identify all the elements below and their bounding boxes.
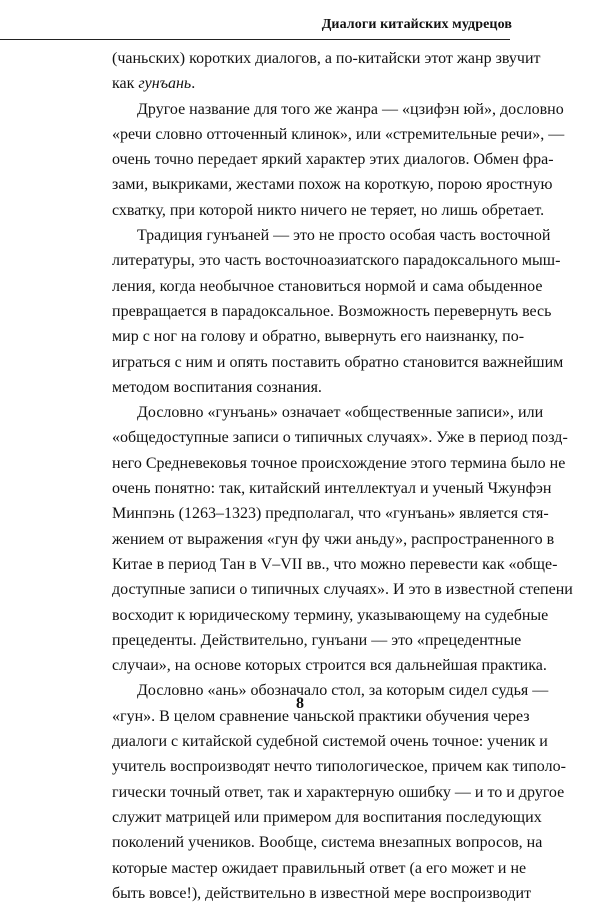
text-line: Дословно «ань» обозначало стол, за которым сидел судья — [137,682,549,700]
running-header [0,0,600,40]
paragraph-1 [112,46,541,97]
text-line: доступные записи о типичных случаях». И это в известной степени [112,581,573,599]
paragraph-3 [112,223,564,400]
text-line: поколений учеников. Вообще, система внезапных вопросов, на [112,834,543,852]
text-line: случаи», на основе которых строится вся дальнейшая практика. [112,657,547,675]
text-line: служит матрицей или примером для воспитания последующих [112,808,542,826]
text-line: «общедоступные записи о типичных случаях». Уже в период позд- [112,429,568,447]
text-line: очень понятно: так, китайский интеллектуал и ученый Чжунфэн [112,480,552,498]
paragraph-2 [112,97,565,223]
text-line: него Средневековья точное происхождение этого термина было не [112,454,566,472]
text-line: литературы, это часть восточноазиатского парадоксального мыш- [112,252,561,270]
text-line: Китае в период Тан в V–VII вв., что можно перевести как «обще- [112,555,558,573]
text-line: Другое название для того же жанра — «цзифэн юй», дословно [137,100,564,118]
text-line: Дословно «гунъань» означает «общественные записи», или [137,404,544,422]
text-line: прецеденты. Действительно, гунъани — это «прецедентные [112,631,522,649]
text-line: ления, когда необычное становиться нормой и сама обыденное [112,277,543,295]
text-line: «гун». В целом сравнение чаньской практики обучения через [112,707,530,725]
text-line: жением от выражения «гун фу чжи аньду», распространенного в [112,530,555,548]
text-line: играться с ним и опять поставить обратно становится важнейшим [112,353,564,371]
page-body [112,46,573,906]
text-line: Традиция гунъаней — это не просто особая часть восточной [137,227,551,245]
text-line: диалоги с китайской судебной системой очень точное: ученик и [112,733,548,751]
text-line: зами, выкриками, жестами похож на короткую, порою яростную [112,176,553,194]
text-line: «речи словно отточенный клинок», или «стремительные речи», — [112,125,565,143]
term-gunan: гунъань [138,75,192,93]
text-line: которые мастер ожидает правильный ответ (а его может и не [112,859,527,877]
header-rule [0,39,510,40]
text-line: методом воспитания сознания. [112,378,322,396]
text-line: превращается в парадоксальное. Возможность перевернуть весь [112,302,552,320]
text-line: очень точно передает яркий характер этих диалогов. Обмен фра- [112,151,554,169]
text-line: схватку, при которой никто ничего не теряет, но лишь обретает. [112,201,545,219]
running-header-title: Диалоги китайских мудрецов [321,17,512,32]
text-line: (чаньских) коротких диалогов, а по-китайски этот жанр звучит [112,50,541,67]
text-line: Минпэнь (1263–1323) предполагал, что «гунъань» является стя- [112,505,549,523]
text-line: как гунъань. [112,75,196,93]
text-line: быть вовсе!), действительно в известной мере воспроизводит [112,884,532,902]
page-number: 8 [296,695,304,712]
text-line: учитель воспроизводят нечто типологическое, причем как типоло- [112,758,566,776]
text-line: гически точный ответ, так и характерную ошибку — и то и другое [112,783,565,801]
paragraph-4 [112,400,573,678]
text-line: восходит к юридическому термину, указывающему на судебные [112,606,549,624]
text-line: мир с ног на голову и обратно, вывернуть его наизнанку, по- [112,328,525,346]
